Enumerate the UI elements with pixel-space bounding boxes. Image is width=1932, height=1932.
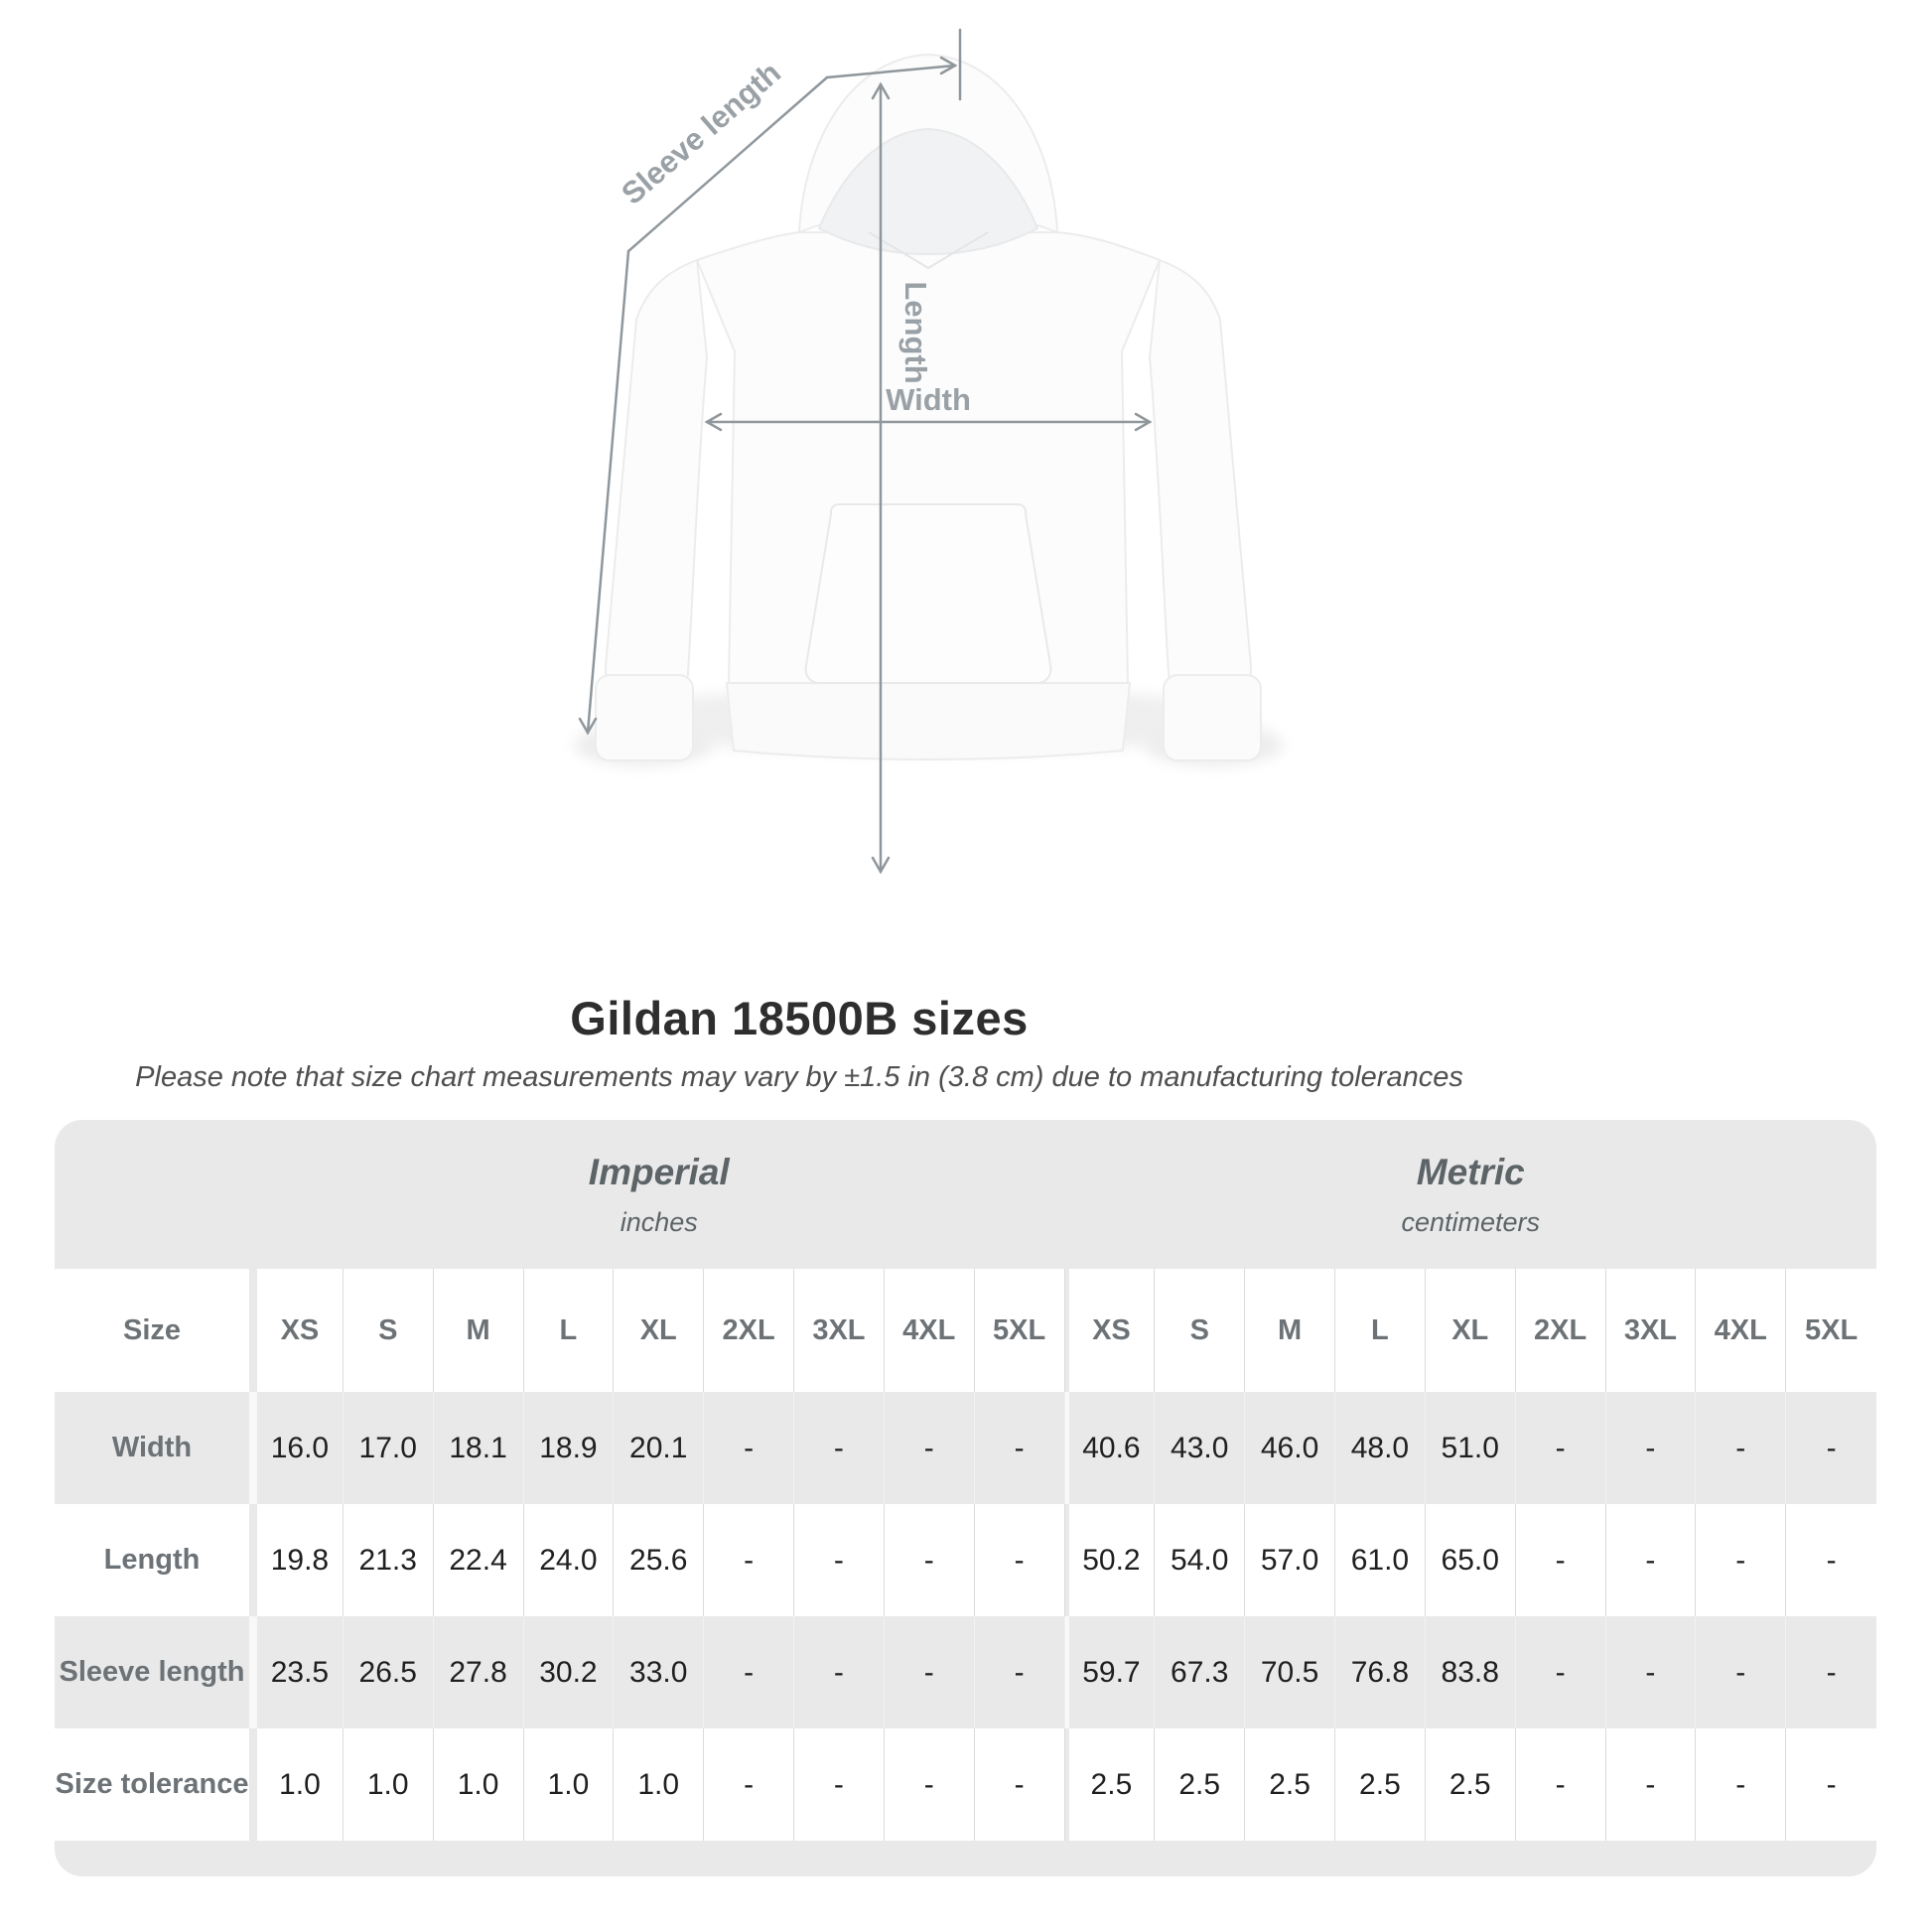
page-title: Gildan 18500B sizes [570, 992, 1029, 1044]
value-cell: 67.3 [1155, 1616, 1245, 1728]
table-footer [55, 1841, 1876, 1876]
hoodie-illustration [427, 20, 1320, 894]
size-header-imperial-3xl: 3XL [794, 1269, 885, 1392]
width-label: Width [886, 382, 971, 417]
value-cell: 2.5 [1426, 1728, 1516, 1841]
value-cell: - [975, 1392, 1065, 1504]
value-cell: 54.0 [1155, 1504, 1245, 1616]
value-cell: - [1606, 1392, 1697, 1504]
value-cell: - [1826, 1655, 1837, 1689]
size-header-imperial-xl: XL [614, 1269, 704, 1392]
value-cell: - [1826, 1431, 1837, 1464]
imperial-label: Imperial [588, 1151, 730, 1192]
size-header-metric-s: S [1155, 1269, 1245, 1392]
value-cell: 51.0 [1426, 1392, 1516, 1504]
value-cell: 18.9 [524, 1392, 615, 1504]
size-header-metric-3xl: 3XL [1606, 1269, 1697, 1392]
row-label: Size tolerance [55, 1728, 253, 1841]
page-subtitle: Please note that size chart measurements may vary by ±1.5 in (3.8 cm) due to manufacturing tolerances [135, 1061, 1463, 1093]
value-cell: 23.5 [253, 1616, 344, 1728]
size-header-imperial-4xl: 4XL [885, 1269, 975, 1392]
value-cell: 22.4 [434, 1504, 524, 1616]
hoodie-left-cuff [596, 675, 693, 760]
size-header-metric-2xl: 2XL [1516, 1269, 1606, 1392]
value-cell: 2.5 [1335, 1728, 1426, 1841]
value-cell: - [1696, 1728, 1786, 1841]
imperial-unit-label: inches [620, 1206, 698, 1237]
size-column-header: Size [55, 1269, 253, 1392]
value-cell: 21.3 [344, 1504, 434, 1616]
sleeve-length-label: Sleeve length [615, 55, 788, 211]
table-row-0 [55, 1392, 1876, 1504]
table-row-1 [55, 1504, 1876, 1616]
unit-header-row [55, 1120, 1876, 1269]
value-cell: - [1606, 1616, 1697, 1728]
value-cell: - [704, 1616, 794, 1728]
value-cell: 16.0 [253, 1392, 344, 1504]
value-cell: 1.0 [614, 1728, 704, 1841]
hoodie-hem [727, 683, 1130, 759]
value-cell: - [975, 1504, 1065, 1616]
value-cell: - [1516, 1504, 1606, 1616]
value-cell: 17.0 [344, 1392, 434, 1504]
value-cell: - [885, 1728, 975, 1841]
value-cell: - [1696, 1392, 1786, 1504]
value-cell: 46.0 [1245, 1392, 1335, 1504]
table-rows [55, 1392, 1876, 1841]
length-label: Length [898, 281, 933, 384]
size-table [55, 1120, 1876, 1876]
unit-header-spacer [55, 1120, 253, 1269]
value-cell: - [704, 1504, 794, 1616]
size-header-imperial-xs: XS [253, 1269, 344, 1392]
metric-label: Metric [1416, 1151, 1525, 1192]
value-cell: 33.0 [614, 1616, 704, 1728]
value-cell: 2.5 [1155, 1728, 1245, 1841]
value-cell: 25.6 [614, 1504, 704, 1616]
value-cell: - [885, 1392, 975, 1504]
size-header-imperial-2xl: 2XL [704, 1269, 794, 1392]
value-cell: 1.0 [524, 1728, 615, 1841]
size-header-metric-l: L [1335, 1269, 1426, 1392]
value-cell: - [1516, 1728, 1606, 1841]
value-cell: - [794, 1392, 885, 1504]
value-cell: 19.8 [253, 1504, 344, 1616]
hoodie-right-cuff [1164, 675, 1261, 760]
size-header-imperial-s: S [344, 1269, 434, 1392]
value-cell: 1.0 [344, 1728, 434, 1841]
value-cell: - [704, 1728, 794, 1841]
value-cell: - [885, 1504, 975, 1616]
value-cell: 1.0 [253, 1728, 344, 1841]
value-cell: 20.1 [614, 1392, 704, 1504]
value-cell: 61.0 [1335, 1504, 1426, 1616]
value-cell: 76.8 [1335, 1616, 1426, 1728]
size-header-row [55, 1269, 1876, 1392]
size-header-metric-m: M [1245, 1269, 1335, 1392]
unit-header-imperial [253, 1120, 1065, 1269]
value-cell: - [1786, 1728, 1876, 1841]
value-cell: 26.5 [344, 1616, 434, 1728]
value-cell: 50.2 [1065, 1504, 1156, 1616]
value-cell: - [1696, 1504, 1786, 1616]
value-cell: - [975, 1616, 1065, 1728]
size-header-imperial-5xl: 5XL [975, 1269, 1065, 1392]
metric-unit-label: centimeters [1401, 1206, 1541, 1237]
value-cell: - [885, 1616, 975, 1728]
value-cell: 27.8 [434, 1616, 524, 1728]
value-cell: 43.0 [1155, 1392, 1245, 1504]
value-cell: 2.5 [1065, 1728, 1156, 1841]
hoodie-right-sleeve [1150, 260, 1251, 687]
size-header-metric-xl: XL [1426, 1269, 1516, 1392]
hoodie-pocket [806, 504, 1051, 683]
value-cell: - [1516, 1392, 1606, 1504]
size-header-imperial-m: M [434, 1269, 524, 1392]
value-cell: 57.0 [1245, 1504, 1335, 1616]
value-cell: 2.5 [1245, 1728, 1335, 1841]
value-cell: 48.0 [1335, 1392, 1426, 1504]
value-cell: - [1786, 1504, 1876, 1616]
value-cell: - [704, 1392, 794, 1504]
value-cell: 30.2 [524, 1616, 615, 1728]
hoodie-left-sleeve [606, 260, 707, 687]
value-cell: - [1516, 1616, 1606, 1728]
heading-block [0, 991, 1598, 1094]
value-cell: 18.1 [434, 1392, 524, 1504]
value-cell: - [975, 1728, 1065, 1841]
row-label: Length [55, 1504, 253, 1616]
value-cell: - [1696, 1616, 1786, 1728]
value-cell: - [1606, 1504, 1697, 1616]
value-cell: 59.7 [1065, 1616, 1156, 1728]
row-label: Sleeve length [55, 1616, 253, 1728]
value-cell: - [794, 1616, 885, 1728]
size-header-metric-xs: XS [1065, 1269, 1156, 1392]
value-cell: - [1606, 1728, 1697, 1841]
size-header-imperial-l: L [524, 1269, 615, 1392]
size-header-metric-4xl: 4XL [1696, 1269, 1786, 1392]
value-cell: - [794, 1728, 885, 1841]
table-row-2 [55, 1616, 1876, 1728]
table-row-3 [55, 1728, 1876, 1841]
value-cell: - [794, 1504, 885, 1616]
value-cell: 70.5 [1245, 1616, 1335, 1728]
value-cell: 65.0 [1426, 1504, 1516, 1616]
unit-header-metric [1065, 1120, 1877, 1269]
value-cell: 83.8 [1426, 1616, 1516, 1728]
value-cell: 1.0 [434, 1728, 524, 1841]
row-label: Width [55, 1392, 253, 1504]
size-header-metric-5xl: 5XL [1786, 1269, 1876, 1392]
value-cell: 24.0 [524, 1504, 615, 1616]
value-cell: 40.6 [1065, 1392, 1156, 1504]
